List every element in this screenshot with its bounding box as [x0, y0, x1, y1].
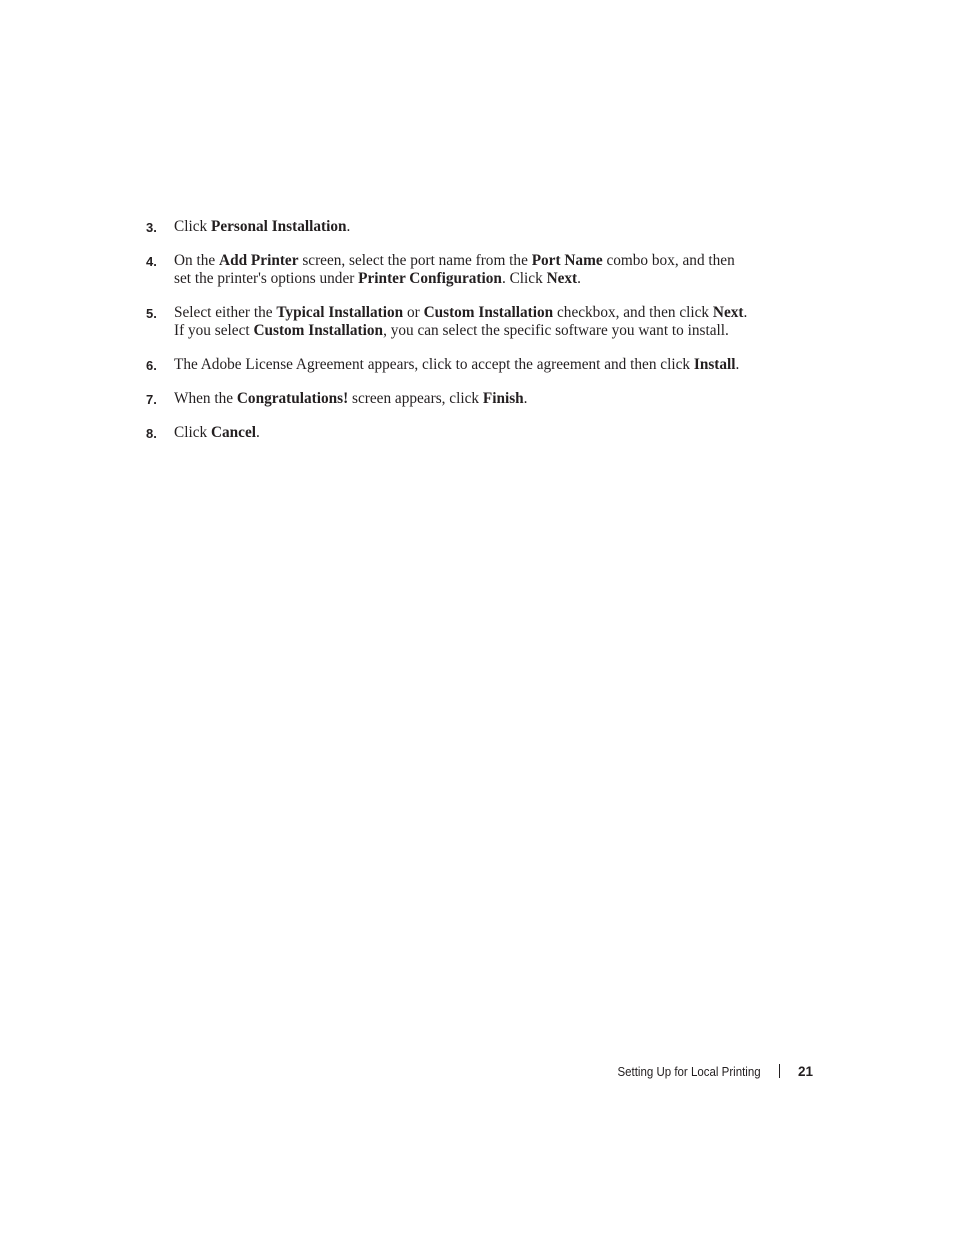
step-text: screen appears, click: [348, 390, 483, 407]
instruction-steps: [146, 218, 766, 458]
step-text: When the: [174, 390, 237, 407]
step-text: .: [346, 218, 351, 235]
step-number: 4.: [146, 254, 157, 269]
ui-term: Next: [712, 304, 744, 321]
step-text: combo box, and then: [602, 252, 735, 269]
ui-term: Congratulations!: [236, 390, 349, 407]
step-text-line: [174, 218, 766, 236]
step-text: .: [577, 270, 581, 287]
step-item: [146, 356, 766, 374]
step-text-line: [174, 304, 766, 322]
step-text-line: [174, 270, 766, 288]
step-text-line: [174, 390, 766, 408]
step-number: 6.: [146, 358, 157, 373]
page-number: 21: [797, 1064, 813, 1079]
step-text: or: [403, 304, 424, 321]
step-text-line: [174, 356, 766, 374]
step-item: [146, 218, 766, 236]
ui-term: Port Name: [531, 252, 603, 269]
step-text: , you can select the specific software you want to install.: [383, 322, 729, 339]
step-text: .: [743, 304, 748, 321]
page-footer: [605, 1062, 813, 1082]
step-text: .: [523, 390, 528, 407]
footer-divider: [779, 1064, 780, 1078]
step-number: 3.: [146, 220, 157, 235]
step-text: Click: [174, 424, 211, 441]
step-item: [146, 424, 766, 442]
step-text: Click: [174, 218, 211, 235]
step-text: Select either the: [174, 304, 277, 321]
step-item: [146, 390, 766, 408]
ui-term: Cancel: [210, 424, 257, 441]
ui-term: Personal Installation: [210, 218, 347, 235]
step-number: 8.: [146, 426, 157, 441]
step-text: .: [735, 356, 740, 373]
step-item: [146, 252, 766, 288]
step-text: screen, select the port name from the: [298, 252, 532, 269]
ui-term: Typical Installation: [276, 304, 404, 321]
step-text: .: [256, 424, 260, 441]
step-item: [146, 304, 766, 340]
step-number: 7.: [146, 392, 157, 407]
ui-term: Custom Installation: [423, 304, 554, 321]
ui-term: Printer Configuration: [358, 270, 502, 287]
ui-term: Next: [546, 270, 578, 287]
step-text: On the: [174, 252, 220, 269]
step-text: The Adobe License Agreement appears, click to accept the agreement and then click: [174, 356, 694, 373]
step-text-line: [174, 252, 766, 270]
step-text: checkbox, and then click: [553, 304, 713, 321]
step-number: 5.: [146, 306, 157, 321]
step-text: . Click: [501, 270, 547, 287]
step-text-line: [174, 322, 766, 340]
step-text: If you select: [174, 322, 254, 339]
step-text-line: [174, 424, 766, 442]
ui-term: Finish: [482, 390, 524, 407]
ui-term: Add Printer: [219, 252, 299, 269]
ui-term: Custom Installation: [253, 322, 384, 339]
ui-term: Install: [693, 356, 736, 373]
step-text: set the printer's options under: [174, 270, 359, 287]
footer-section-title: Setting Up for Local Printing: [617, 1065, 761, 1079]
